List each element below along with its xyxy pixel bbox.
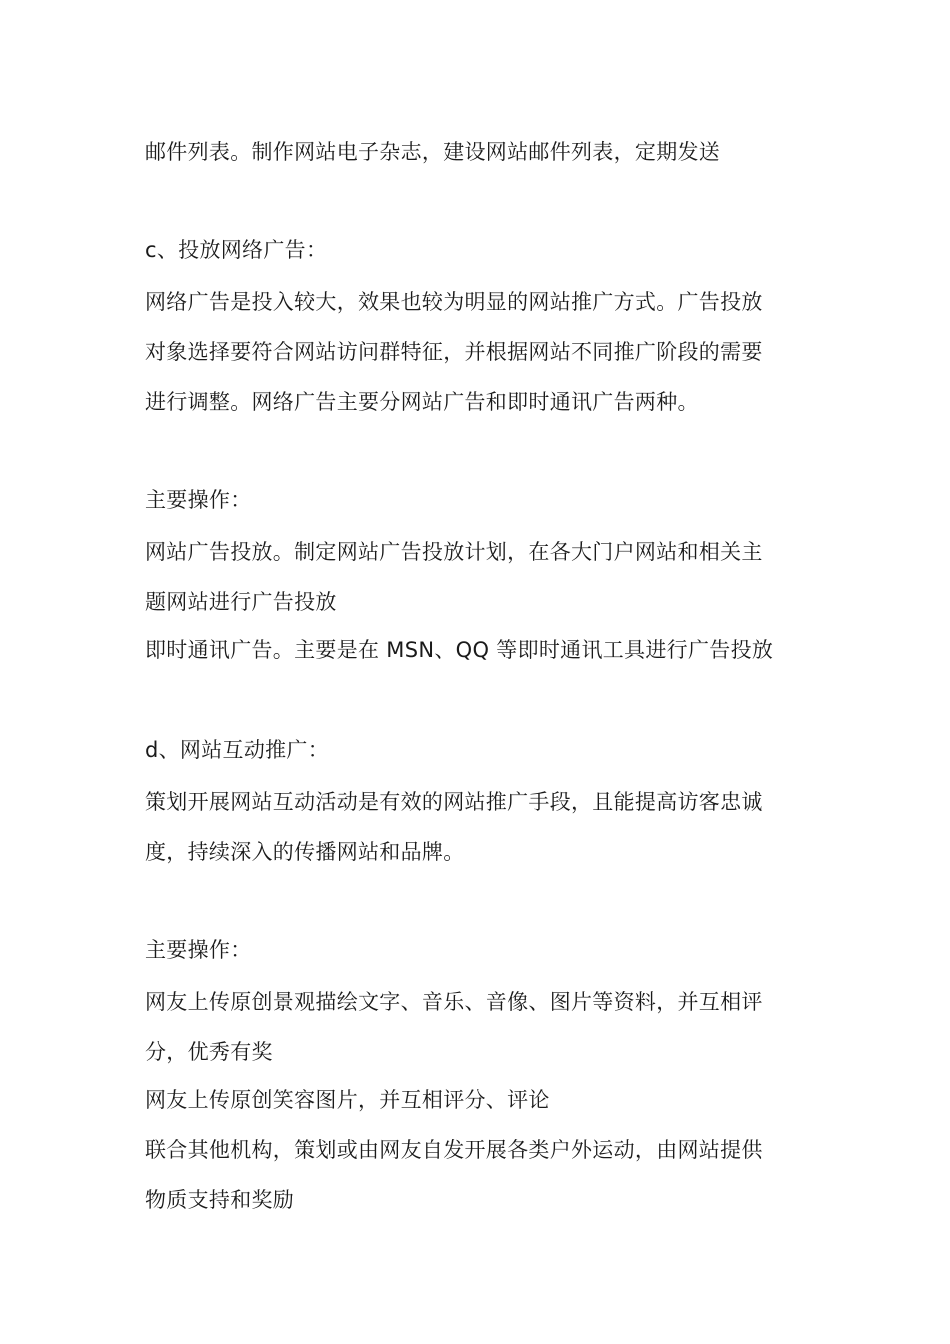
paragraph-line: 度，持续深入的传播网站和品牌。	[145, 840, 465, 864]
subheading-main-operations: 主要操作：	[145, 488, 252, 512]
paragraph-line: 即时通讯广告。主要是在 MSN、QQ 等即时通讯工具进行广告投放	[145, 638, 774, 662]
paragraph-line: 策划开展网站互动活动是有效的网站推广手段，且能提高访客忠诚	[145, 790, 763, 814]
paragraph-line: 邮件列表。制作网站电子杂志，建设网站邮件列表，定期发送	[145, 140, 721, 164]
paragraph-line: 题网站进行广告投放	[145, 590, 337, 614]
section-heading-d: d、网站互动推广：	[145, 738, 330, 762]
paragraph-line: 网络广告是投入较大，效果也较为明显的网站推广方式。广告投放	[145, 290, 763, 314]
section-heading-c: c、投放网络广告：	[145, 238, 328, 262]
paragraph-line: 对象选择要符合网站访问群特征，并根据网站不同推广阶段的需要	[145, 340, 763, 364]
subheading-main-operations: 主要操作：	[145, 938, 252, 962]
paragraph-line: 网友上传原创笑容图片，并互相评分、评论	[145, 1088, 550, 1112]
paragraph-line: 分，优秀有奖	[145, 1040, 273, 1064]
paragraph-line: 进行调整。网络广告主要分网站广告和即时通讯广告两种。	[145, 390, 699, 414]
paragraph-line: 联合其他机构，策划或由网友自发开展各类户外运动，由网站提供	[145, 1138, 763, 1162]
paragraph-line: 物质支持和奖励	[145, 1188, 295, 1212]
paragraph-line: 网站广告投放。制定网站广告投放计划，在各大门户网站和相关主	[145, 540, 763, 564]
paragraph-line: 网友上传原创景观描绘文字、音乐、音像、图片等资料，并互相评	[145, 990, 763, 1014]
